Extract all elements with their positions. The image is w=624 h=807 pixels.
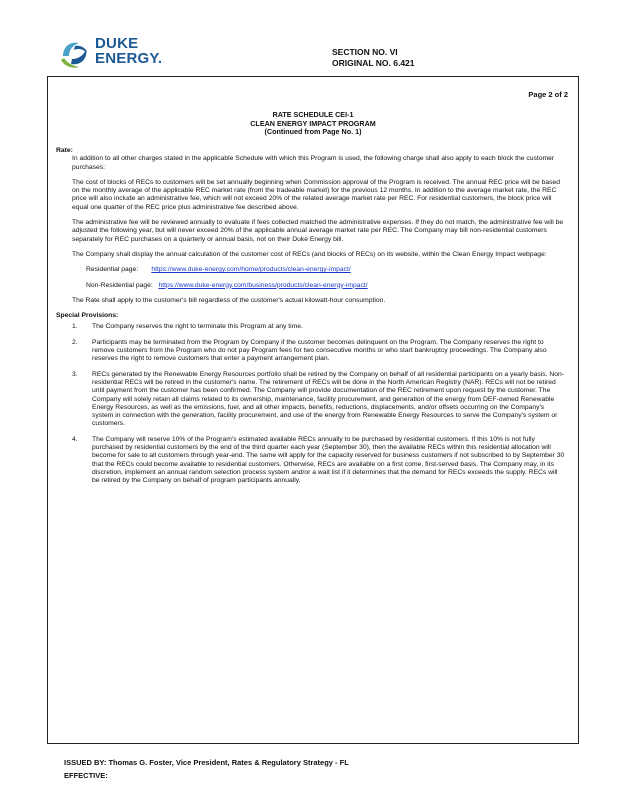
document-body [56, 147, 566, 493]
original-number: ORIGINAL NO. 6.421 [332, 58, 415, 68]
page-number: Page 2 of 2 [528, 90, 568, 99]
residential-label: Residential page: [86, 266, 139, 274]
nonresidential-link-row [56, 282, 566, 290]
rate-paragraph-2: The cost of blocks of RECs to customers will be set annually beginning when Commission approval of the Program is received. The annual REC price will be based on the monthly average of the applicable REC market rate (from the tradeable market) for the previous 12 months. In addition to the average market rate, the REC price will also include an administrative fee, which will not exceed 20% of the related average market rate per REC. For residential customers, the block price will equal one quarter of the REC price plus administrative fee described above. [72, 178, 560, 211]
residential-link[interactable]: https://www.duke-energy.com/home/products/clean-energy-impact/ [151, 266, 351, 274]
footer [64, 756, 349, 782]
special-provisions-heading: Special Provisions: [56, 312, 119, 320]
residential-link-row [56, 266, 566, 274]
nonresidential-link[interactable]: https://www.duke-energy.com/business/products/clean-energy-impact/ [158, 281, 368, 289]
duke-energy-logo [57, 34, 167, 74]
title-line2: CLEAN ENERGY IMPACT PROGRAM [250, 118, 376, 128]
provision-number: 2. [72, 338, 78, 346]
provision-item [56, 436, 566, 486]
duke-energy-logo-mark-icon [57, 36, 93, 72]
logo-text-line2: ENERGY. [95, 50, 163, 67]
issued-by: ISSUED BY: Thomas G. Foster, Vice President, Rates & Regulatory Strategy - FL [64, 758, 349, 767]
nonresidential-label: Non-Residential page: [86, 281, 153, 289]
section-info [332, 47, 452, 69]
rate-paragraph-1: In addition to all other charges stated in the applicable Schedule with which this Program is used, the following charge shall also apply to each block the customer purchases: [72, 155, 555, 171]
document-title [48, 111, 578, 137]
tariff-frame [47, 76, 579, 744]
provision-number: 3. [72, 370, 78, 378]
provision-item [56, 323, 566, 331]
rate-paragraph-4: The Company shall display the annual calculation of the customer cost of RECs (and blocks of RECs) on its website, within the Clean Energy Impact webpage: [72, 250, 547, 258]
section-number: SECTION NO. VI [332, 47, 398, 57]
provision-number: 4. [72, 435, 78, 443]
logo-text-line1: DUKE [95, 35, 139, 52]
title-line1: RATE SCHEDULE CEI-1 [272, 110, 354, 119]
provision-text: The Company will reserve 10% of the Program's estimated available RECs annually to be purchased by residential customers. If this 10% is not fully purchased by residential customers by the end of the third quarter each year (September 30), then the available RECs within this residential allocation will become for sale to all customers through year-end. The same will apply for the capacity reserved for business customers if not subscribed to by September 30 that the RECs could become available to residential customers. Otherwise, RECs are available on a first come, first-served basis. The Company may, in its discretion, implement an annual random selection process system and/or a wait list if it determines that the demand for RECs exceeds the supply. RECs will be retired by the Company on behalf of program participants annually. [92, 435, 565, 485]
provision-text: The Company reserves the right to terminate this Program at any time. [92, 323, 303, 331]
provision-item [56, 339, 566, 364]
title-line3: (Continued from Page No. 1) [264, 127, 362, 136]
effective-date: EFFECTIVE: [64, 771, 108, 780]
rate-paragraph-3: The administrative fee will be reviewed annually to evaluate if fees collected matched the administrative expenses. If they do not match, the administrative fee will be adjusted the following year, but will never exceed 20% of the applicable annual average market rate per REC. The Company may bill non-residential customers separately for REC purchases on a quarterly or annual basis, not on their Duke Energy bill. [72, 219, 564, 243]
provision-number: 1. [72, 323, 78, 331]
rate-paragraph-5: The Rate shall apply to the customer's bill regardless of the customer's actual kilowatt-hour consumption. [72, 296, 386, 304]
provision-text: Participants may be terminated from the Program by Company if the customer becomes delinquent on the Program. The Company reserves the right to remove customers from the Program who do not pay Program fees for two consecutive months or who start bankruptcy proceedings. The Company also reserves the right to remove customers that enter a payment arrangement plan. [92, 338, 547, 363]
rate-heading: Rate: [56, 147, 73, 154]
provision-item [56, 371, 566, 429]
provision-text: RECs generated by the Renewable Energy Resources portfolio shall be retired by the Company on behalf of all residential participants on a yearly basis. Non-residential RECs will be retired in the customer's name. The retirement of RECs will be done in the North American Registry (NAR). RECs will not be retired until payment from the customer has been confirmed. The Company will provide documentation of the REC retirement upon request by the customer. The Company will solely retain all claims related to its ownership, maintenance, facility procurement, and generation of the energy from DEF-owned Renewable Energy Resources, as well as the emissions, fuel, and all other impacts, benefits, reductions, displacements, and/or offsets occurring on the Company's system in connection with the generation, facility procurement, and use of the energy from Renewable Energy Resources to serve the Company's system or customers. [92, 370, 565, 428]
